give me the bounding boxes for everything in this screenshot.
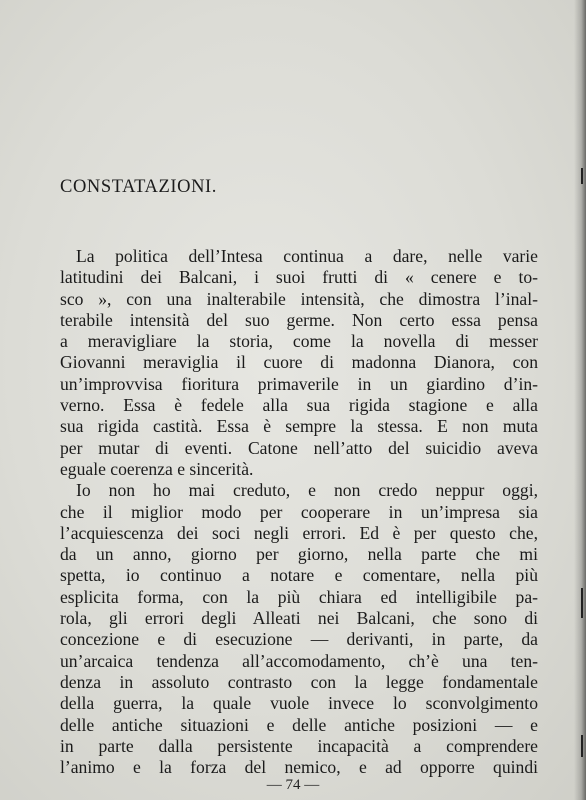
text-line: Giovanni meraviglia il cuore di madonna Dianora, con bbox=[60, 352, 538, 373]
text-line: terabile intensità del suo germe. Non certo essa pensa bbox=[60, 309, 538, 330]
text-line: verno. Essa è fedele alla sua rigida stagione e alla bbox=[60, 395, 538, 416]
text-line: spetta, io continuo a notare e comentare, nella più bbox=[60, 565, 538, 586]
edge-mark bbox=[581, 735, 583, 757]
text-line: sco », con una inalterabile intensità, che dimostra l’inal- bbox=[60, 288, 538, 309]
text-line: sua rigida castità. Essa è sempre la stessa. E non muta bbox=[60, 416, 538, 437]
text-line: in parte dalla persistente incapacità a comprendere bbox=[60, 735, 538, 756]
text-line: latitudini dei Balcani, i suoi frutti di « cenere e to- bbox=[60, 267, 538, 288]
page-edge-shadow bbox=[574, 0, 586, 800]
text-line: denza in assoluto contrasto con la legge fondamentale bbox=[60, 671, 538, 692]
edge-mark bbox=[581, 168, 583, 184]
text-line: l’animo e la forza del nemico, e ad opporre quindi bbox=[60, 757, 538, 778]
text-line: La politica dell’Intesa continua a dare, nelle varie bbox=[76, 246, 538, 266]
text-line: esplicita forma, con la più chiara ed intelligibile pa- bbox=[60, 586, 538, 607]
text-line: per mutar di eventi. Catone nell’atto del suicidio aveva bbox=[60, 437, 538, 458]
text-line: concezione e di esecuzione — derivanti, in parte, da bbox=[60, 629, 538, 650]
body-text bbox=[60, 246, 538, 778]
text-line: un’arcaica tendenza all’accomodamento, ch’è una ten- bbox=[60, 650, 538, 671]
text-line: da un anno, giorno per giorno, nella parte che mi bbox=[60, 544, 538, 565]
text-line: l’acquiescenza dei soci negli errori. Ed è per questo che, bbox=[60, 522, 538, 543]
text-line: eguale coerenza e sincerità. bbox=[60, 458, 254, 479]
text-line: rola, gli errori degli Alleati nei Balcani, che sono di bbox=[60, 608, 538, 629]
text-line: delle antiche situazioni e delle antiche posizioni — e bbox=[60, 714, 538, 735]
chapter-title: CONSTATAZIONI. bbox=[60, 177, 218, 197]
text-line: Io non ho mai creduto, e non credo neppur oggi, bbox=[76, 480, 538, 501]
text-line: che il miglior modo per cooperare in un’impresa sia bbox=[60, 501, 538, 522]
text-line: della guerra, la quale vuole invece lo sconvolgimento bbox=[60, 693, 538, 714]
page-number: — 74 — bbox=[266, 777, 320, 793]
text-line: un’improvvisa fioritura primaverile in un giardino d’in- bbox=[60, 373, 538, 394]
text-line: a meravigliare la storia, come la novella di messer bbox=[60, 331, 538, 352]
edge-mark bbox=[581, 588, 583, 618]
